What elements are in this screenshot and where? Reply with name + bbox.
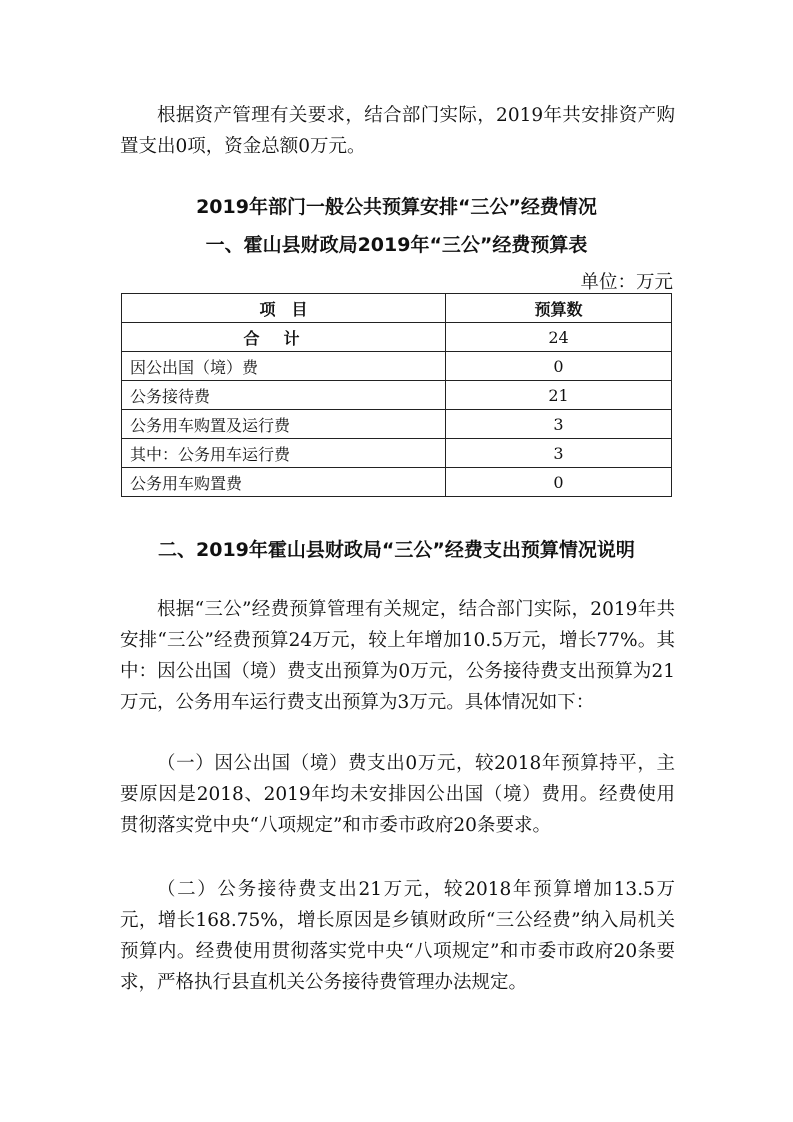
header-budget: 预算数 bbox=[446, 294, 672, 323]
row-label: 公务接待费 bbox=[122, 381, 446, 410]
total-value: 24 bbox=[446, 323, 672, 352]
total-label: 合计 bbox=[122, 323, 446, 352]
body-paragraph-2: （一）因公出国（境）费支出0万元，较2018年预算持平，主要原因是2018、2019年均未安排因公出国（境）费用。经费使用贯彻落实党中央“八项规定”和市委市政府20条要求。 bbox=[120, 753, 675, 836]
table-row bbox=[122, 468, 672, 497]
body-paragraph-1: 根据“三公”经费预算管理有关规定，结合部门实际，2019年共安排“三公”经费预算24万元，较上年增加10.5万元，增长77%。其中：因公出国（境）费支出预算为0万元，公务接待费支出预算为21万元，公务用车运行费支出预算为3万元。具体情况如下： bbox=[120, 599, 675, 713]
table-row bbox=[122, 439, 672, 468]
header-item: 项 目 bbox=[122, 294, 446, 323]
row-value: 21 bbox=[446, 381, 672, 410]
unit-label: 单位：万元 bbox=[580, 272, 673, 293]
budget-table bbox=[121, 293, 672, 497]
table-title: 一、霍山县财政局2019年“三公”经费预算表 bbox=[205, 234, 588, 256]
row-label: 其中：公务用车运行费 bbox=[122, 439, 446, 468]
body-paragraph-3: （二）公务接待费支出21万元，较2018年预算增加13.5万元，增长168.75%，增长原因是乡镇财政所“三公经费”纳入局机关预算内。经费使用贯彻落实党中央“八项规定”和市委市政府20条要求，严格执行县直机关公务接待费管理办法规定。 bbox=[120, 879, 675, 993]
row-label: 因公出国（境）费 bbox=[122, 352, 446, 381]
table-row-total bbox=[122, 323, 672, 352]
table-row bbox=[122, 410, 672, 439]
table-header-row bbox=[122, 294, 672, 323]
intro-paragraph: 根据资产管理有关要求，结合部门实际，2019年共安排资产购置支出0项，资金总额0万元。 bbox=[120, 105, 675, 157]
row-value: 3 bbox=[446, 410, 672, 439]
table-row bbox=[122, 352, 672, 381]
row-label: 公务用车购置及运行费 bbox=[122, 410, 446, 439]
row-value: 0 bbox=[446, 468, 672, 497]
section2-heading: 二、2019年霍山县财政局“三公”经费支出预算情况说明 bbox=[158, 539, 635, 561]
row-label: 公务用车购置费 bbox=[122, 468, 446, 497]
row-value: 0 bbox=[446, 352, 672, 381]
row-value: 3 bbox=[446, 439, 672, 468]
table-row bbox=[122, 381, 672, 410]
section-title: 2019年部门一般公共预算安排“三公”经费情况 bbox=[196, 196, 597, 218]
